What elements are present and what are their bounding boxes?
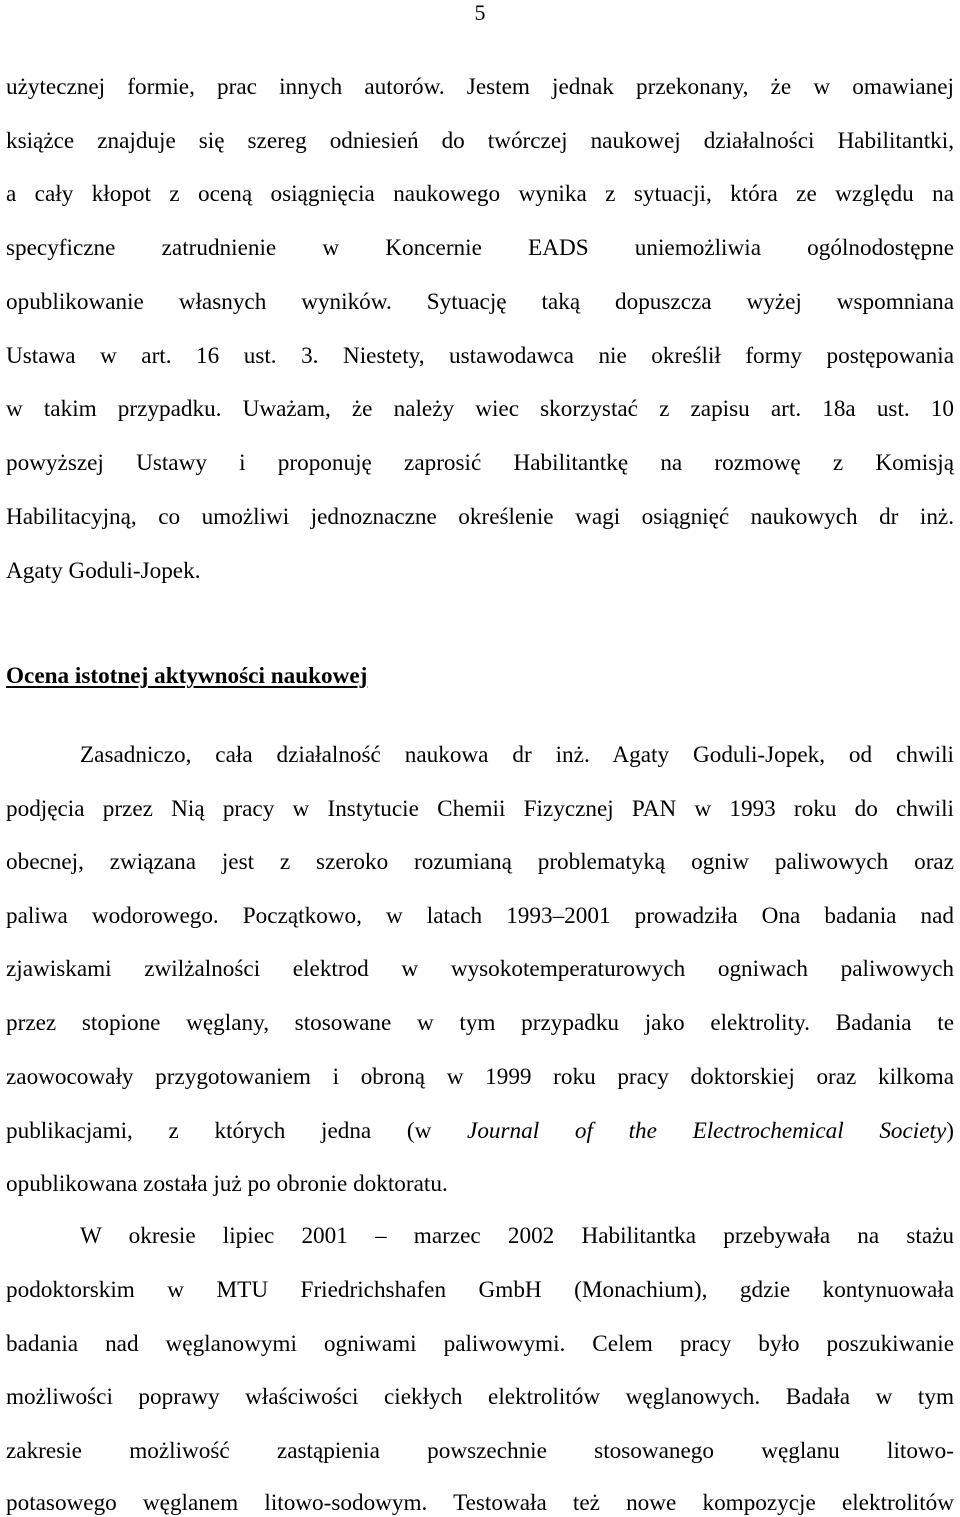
text-line: paliwa wodorowego. Początkowo, w latach 1993–2001 prowadziła Ona badania nad — [6, 903, 954, 929]
text-line-with-journal — [6, 1117, 954, 1145]
text-line: opublikowanie własnych wyników. Sytuację taką dopuszcza wyżej wspomniana — [6, 289, 954, 315]
text-line: zjawiskami zwilżalności elektrod w wysokotemperaturowych ogniwach paliwowych — [6, 956, 954, 982]
text-line: Zasadniczo, cała działalność naukowa dr inż. Agaty Goduli-Jopek, od chwili — [80, 742, 954, 768]
text-line: podjęcia przez Nią pracy w Instytucie Chemii Fizycznej PAN w 1993 roku do chwili — [6, 796, 954, 822]
text-line: książce znajduje się szereg odniesień do twórczej naukowej działalności Habilitantki, — [6, 128, 954, 154]
text-segment: ) — [946, 1118, 955, 1144]
text-segment: publikacjami, z których jedna (w — [6, 1118, 432, 1144]
text-line: Ustawa w art. 16 ust. 3. Niestety, ustawodawca nie określił formy postępowania — [6, 343, 954, 369]
text-line: użytecznej formie, prac innych autorów. Jestem jednak przekonany, że w omawianej — [6, 74, 954, 100]
text-line: w takim przypadku. Uważam, że należy wiec skorzystać z zapisu art. 18a ust. 10 — [6, 396, 954, 422]
text-line: Habilitacyjną, co umożliwi jednoznaczne określenie wagi osiągnięć naukowych dr inż. — [6, 504, 954, 530]
text-line: zaowocowały przygotowaniem i obroną w 1999 roku pracy doktorskiej oraz kilkoma — [6, 1064, 954, 1090]
text-line: potasowego węglanem litowo-sodowym. Testowała też nowe kompozycje elektrolitów — [6, 1490, 954, 1516]
text-line: W okresie lipiec 2001 – marzec 2002 Habilitantka przebywała na stażu — [80, 1223, 954, 1249]
text-line: możliwości poprawy właściwości ciekłych elektrolitów węglanowych. Badała w tym — [6, 1384, 954, 1410]
text-line: Agaty Goduli-Jopek. — [6, 558, 201, 584]
text-line: obecnej, związana jest z szeroko rozumianą problematyką ogniw paliwowych oraz — [6, 849, 954, 875]
text-line: badania nad węglanowymi ogniwami paliwowymi. Celem pracy było poszukiwanie — [6, 1331, 954, 1357]
text-line: powyższej Ustawy i proponuję zaprosić Habilitantkę na rozmowę z Komisją — [6, 450, 954, 476]
text-line: podoktorskim w MTU Friedrichshafen GmbH (Monachium), gdzie kontynuowała — [6, 1277, 954, 1303]
text-line: opublikowana została już po obronie doktoratu. — [6, 1171, 448, 1197]
section-heading: Ocena istotnej aktywności naukowej — [6, 663, 368, 689]
text-line: zakresie możliwość zastąpienia powszechnie stosowanego węglanu litowo- — [6, 1438, 954, 1464]
text-line: przez stopione węglany, stosowane w tym przypadku jako elektrolity. Badania te — [6, 1010, 954, 1036]
text-line: a cały kłopot z oceną osiągnięcia naukowego wynika z sytuacji, która ze względu na — [6, 181, 954, 207]
page-number: 5 — [474, 0, 486, 25]
journal-title: Journal of the Electrochemical Society — [467, 1118, 947, 1144]
text-line: specyficzne zatrudnienie w Koncernie EADS uniemożliwia ogólnodostępne — [6, 235, 954, 261]
